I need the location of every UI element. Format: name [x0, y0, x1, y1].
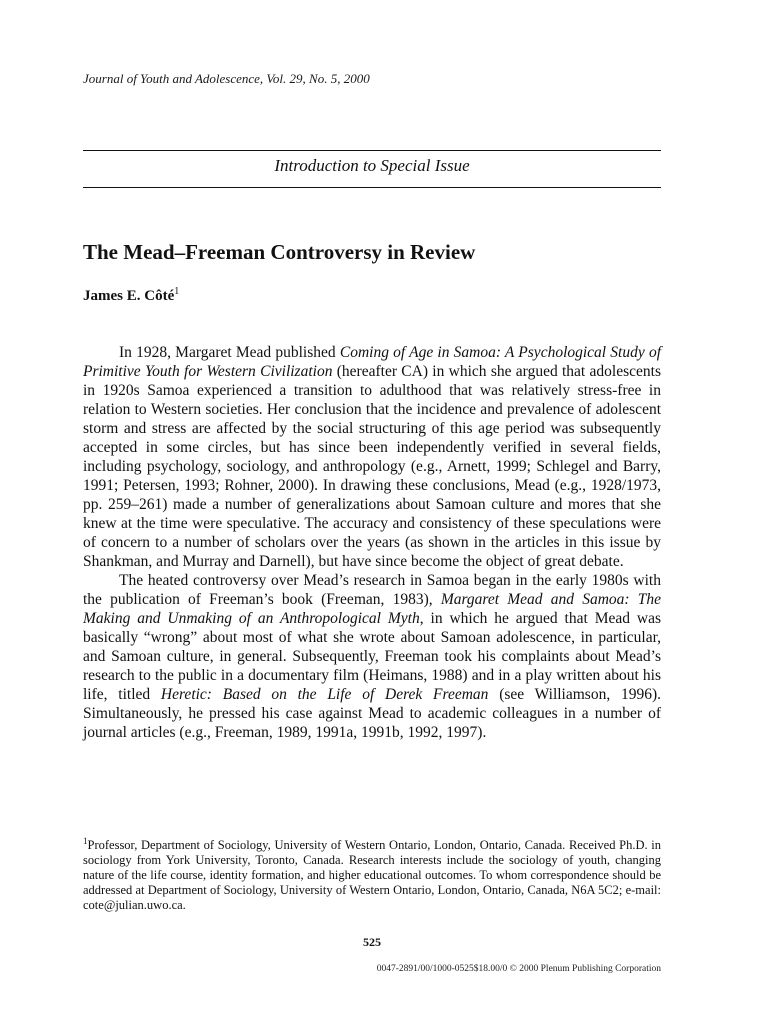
author-line — [83, 286, 179, 305]
copyright-line: 0047-2891/00/1000-0525$18.00/0 © 2000 Plenum Publishing Corporation — [376, 964, 661, 974]
top-rule — [83, 150, 661, 151]
paragraph-text: In 1928, Margaret Mead published — [119, 344, 340, 361]
paragraph-text: (see Williamson, 1996). Simultaneously, he pressed his case against Mead to academic colleagues in a number of journal articles (e.g., Freeman, 1989, 1991a, 1991b, 1992, 1997). — [83, 686, 661, 741]
book-title-italic: Coming of Age in Samoa: A Psychological Study of Primitive Youth for Western Civilization — [83, 344, 661, 380]
author-footnote-marker[interactable]: 1 — [174, 286, 180, 297]
paragraph-text: , in which he argued that Mead was basically “wrong” about most of what she wrote about Samoan adolescence, in particular, and Samoan culture, in general. Subsequently, Freeman took his complaints about Mead’s research to the public in a documentary film (Heimans, 1988) and in a play written about his life, titled — [83, 610, 661, 703]
page-number: 525 — [363, 935, 381, 949]
section-heading: Introduction to Special Issue — [274, 156, 470, 175]
journal-citation: Journal of Youth and Adolescence, Vol. 29, No. 5, 2000 — [83, 71, 370, 86]
book-title-italic: Margaret Mead and Samoa: The Making and Unmaking of an Anthropological Myth — [83, 591, 661, 627]
author-name: James E. Côté — [83, 288, 175, 304]
body-paragraph-1 — [83, 343, 661, 571]
footnote-marker: 1 — [83, 835, 88, 846]
article-title: The Mead–Freeman Controversy in Review — [83, 240, 476, 264]
paragraph-text: (hereafter CA) in which she argued that adolescents in 1920s Samoa experienced a transition to adulthood that was relatively stress-free in relation to Western societies. Her conclusion that the incidence and prevalence of adolescent storm and stress are affected by the social structuring of this age period was subsequently accepted in some circles, but has since been independently verified in several fields, including psychology, sociology, and anthropology (e.g., Arnett, 1999; Schlegel and Barry, 1991; Petersen, 1993; Rohner, 2000). In drawing these conclusions, Mead (e.g., 1928/1973, pp. 259–261) made a number of generalizations about Samoan culture and mores that she knew at the time were speculative. The accuracy and consistency of these speculations were of concern to a number of scholars over the years (as shown in the articles in this issue by Shankman, and Murray and Darnell), but have since become the object of great debate. — [83, 363, 661, 570]
footnote-text: Professor, Department of Sociology, University of Western Ontario, London, Ontario, Canada. Received Ph.D. in sociology from York University, Toronto, Canada. Research interests include the sociology of youth, changing nature of the life course, identity formation, and higher educational outcomes. To whom correspondence should be addressed at Department of Sociology, University of Western Ontario, London, Ontario, Canada, N6A 5C2; e-mail: cote@julian.uwo.ca. — [83, 838, 661, 912]
article-body — [83, 343, 661, 742]
author-footnote — [83, 835, 661, 913]
body-paragraph-2 — [83, 571, 661, 742]
play-title-italic: Heretic: Based on the Life of Derek Freeman — [160, 686, 489, 703]
paragraph-text: The heated controversy over Mead’s research in Samoa began in the early 1980s with the publication of Freeman’s book (Freeman, 1983), — [83, 572, 661, 608]
bottom-rule — [83, 187, 661, 188]
